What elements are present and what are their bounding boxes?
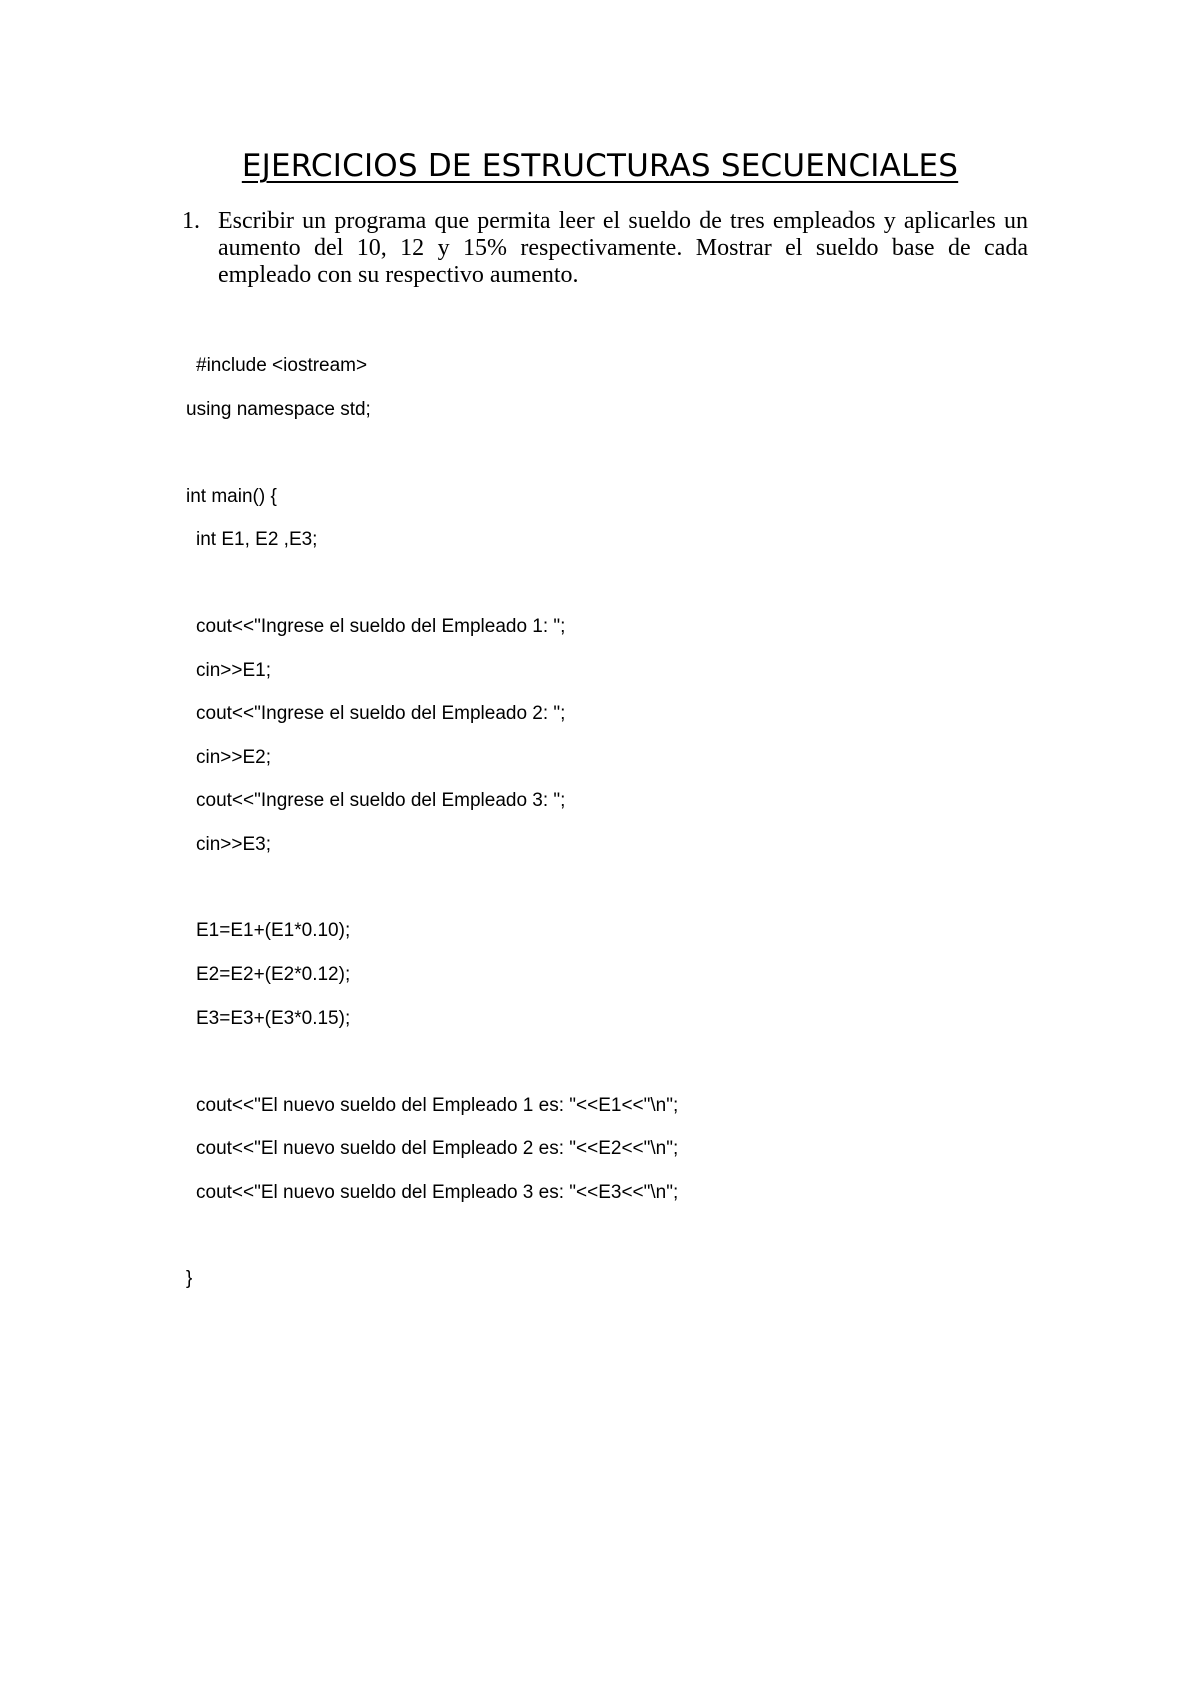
code-line-output-2: cout<<"El nuevo sueldo del Empleado 2 es: "<<E2<<"\n"; — [196, 1138, 679, 1159]
exercise-number: 1. — [182, 208, 200, 234]
code-line-main: int main() { — [186, 486, 277, 507]
code-line-namespace: using namespace std; — [186, 399, 371, 420]
code-line-calc-3: E3=E3+(E3*0.15); — [196, 1008, 351, 1029]
code-line-declaration: int E1, E2 ,E3; — [196, 529, 318, 550]
code-line-prompt-1: cout<<"Ingrese el sueldo del Empleado 1: "; — [196, 616, 566, 637]
code-line-include: #include <iostream> — [196, 355, 368, 376]
code-line-read-2: cin>>E2; — [196, 747, 271, 768]
code-line-closing-brace: } — [186, 1268, 193, 1289]
document-title: EJERCICIOS DE ESTRUCTURAS SECUENCIALES — [241, 148, 959, 184]
code-line-output-1: cout<<"El nuevo sueldo del Empleado 1 es: "<<E1<<"\n"; — [196, 1095, 679, 1116]
code-line-calc-2: E2=E2+(E2*0.12); — [196, 964, 351, 985]
code-line-prompt-2: cout<<"Ingrese el sueldo del Empleado 2: "; — [196, 703, 566, 724]
code-line-prompt-3: cout<<"Ingrese el sueldo del Empleado 3: "; — [196, 790, 566, 811]
code-line-calc-1: E1=E1+(E1*0.10); — [196, 920, 351, 941]
code-line-read-3: cin>>E3; — [196, 834, 271, 855]
code-line-read-1: cin>>E1; — [196, 660, 271, 681]
code-line-output-3: cout<<"El nuevo sueldo del Empleado 3 es: "<<E3<<"\n"; — [196, 1182, 679, 1203]
exercise-statement: Escribir un programa que permita leer el sueldo de tres empleados y aplicarles un aumento del 10, 12 y 15% respectivamente. Mostrar el sueldo base de cada empleado con su respectivo aumento. — [218, 208, 1028, 288]
